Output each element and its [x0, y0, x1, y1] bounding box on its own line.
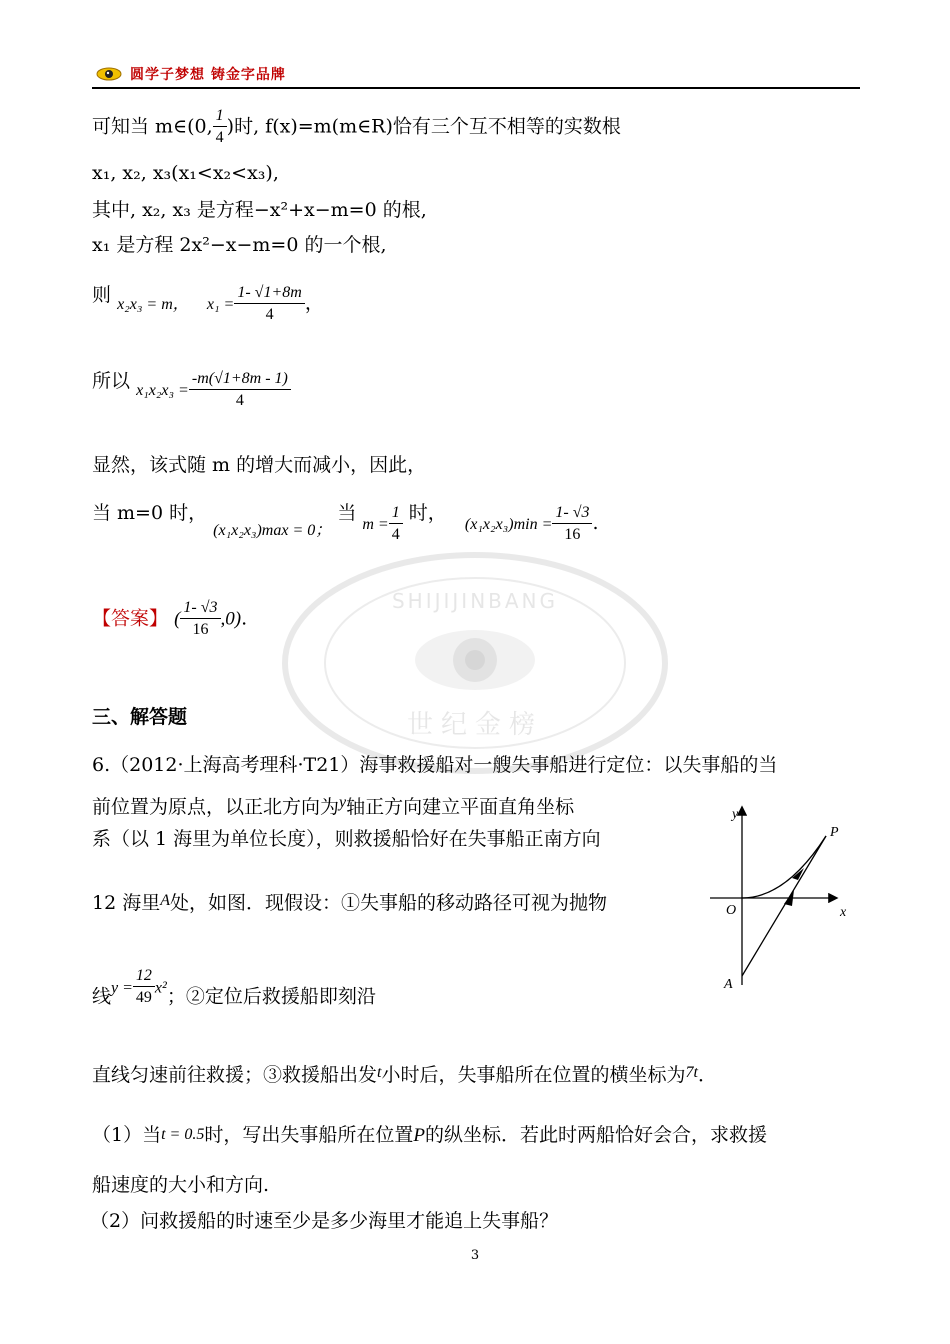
- text-line-1: 可知当 m∈(0, $\frac{1}{4}$ )时, f(x)=m(m∈R)恰有三个互不相等的实数根: [92, 106, 621, 149]
- parabola-path: [742, 836, 826, 898]
- header-divider: [92, 87, 860, 89]
- coordinate-figure: [706, 800, 866, 1000]
- fraction-product: $\frac{-m(√1+8m - 1)}{4}$: [189, 369, 291, 412]
- x-label: x: [840, 905, 847, 920]
- text-line-5: 则 x₂x₃ = m， x₁ = $\frac{1- √1+8m}{4}$ ，: [92, 282, 324, 326]
- watermark-text-top: SHIJIJINBANG: [391, 589, 559, 613]
- arrow-on-parabola: [792, 868, 804, 880]
- text-line-3: 其中, x₂, x₃ 是方程−x²+x−m=0 的根,: [92, 199, 427, 221]
- q6-part-1-cont: 船速度的大小和方向.: [92, 1174, 270, 1196]
- q6-line-4: 12 海里$^A$处，如图．现假设：①失事船的移动路径可视为抛物: [92, 892, 608, 914]
- q6-line-2: 前位置为原点，以正北方向为$^y$轴正方向建立平面直角坐标: [92, 794, 575, 818]
- text-line-2: x₁, x₂, x₃(x₁<x₂<x₃),: [92, 162, 279, 184]
- origin-label: O: [726, 903, 737, 918]
- watermark-logo: [270, 548, 680, 778]
- section-title: 三、解答题: [92, 706, 188, 728]
- answer-line: 【答案】 ( $\frac{1- √3}{16}$ ,0).: [92, 598, 247, 641]
- watermark-text-bottom: 世纪金榜: [406, 710, 544, 740]
- fraction-x1: $\frac{1- √1+8m}{4}$: [234, 283, 304, 326]
- text-line-6: 所以 x₁x₂x₃ = $\frac{-m(√1+8m - 1)}{4}$: [92, 368, 291, 412]
- q6-part-2: （2）问救援船的时速至少是多少海里才能追上失事船？: [90, 1210, 559, 1232]
- rescue-path: [742, 836, 826, 976]
- y-label: y: [732, 807, 739, 822]
- q6-line-5: 线y = $\frac{12}{49}$ x²；②定位后救援船即刻沿: [92, 967, 376, 1008]
- answer-tag: 【答案】: [92, 607, 169, 630]
- page-number: 3: [470, 1248, 480, 1263]
- q6-part-1: （1）当t = 0.5时，写出失事船所在位置P的纵坐标．若此时两船恰好会合，求救援: [92, 1124, 767, 1146]
- text-line-8: 当 m=0 时， $_{(x_1x_2x_3)max = 0;}$ 当 m = $\frac{1}{4}$ 时， (x₁x₂x₃)min = $\frac{1- √3}{16}$ .: [92, 500, 599, 546]
- fraction-m-quarter: $\frac{1}{4}$: [389, 503, 403, 546]
- point-p-label: P: [830, 825, 839, 840]
- text-line-7: 显然，该式随 m 的增大而减小，因此，: [92, 454, 427, 476]
- q6-line-3: 系（以 1 海里为单位长度），则救援船恰好在失事船正南方向: [92, 828, 601, 850]
- header-slogan: 圆学子梦想 铸金字品牌: [130, 67, 286, 83]
- q6-line-1: 6.（2012·上海高考理科·T21）海事救援船对一艘失事船进行定位：以失事船的当: [92, 754, 778, 776]
- fraction-quarter: $\frac{1}{4}$: [213, 106, 227, 149]
- fraction-answer: $\frac{1- √3}{16}$: [180, 598, 220, 641]
- text-line-4: x₁ 是方程 2x²−x−m=0 的一个根,: [92, 234, 387, 256]
- point-a-label: A: [724, 977, 733, 992]
- q6-line-6: 直线匀速前往救援；③救援船出发$^t$小时后，失事船所在位置的横坐标为$^{7t}$．: [92, 1064, 717, 1086]
- fraction-parabola: $\frac{12}{49}$: [133, 966, 155, 1009]
- eye-logo-icon: [96, 66, 122, 82]
- fraction-min: $\frac{1- √3}{16}$: [552, 503, 592, 546]
